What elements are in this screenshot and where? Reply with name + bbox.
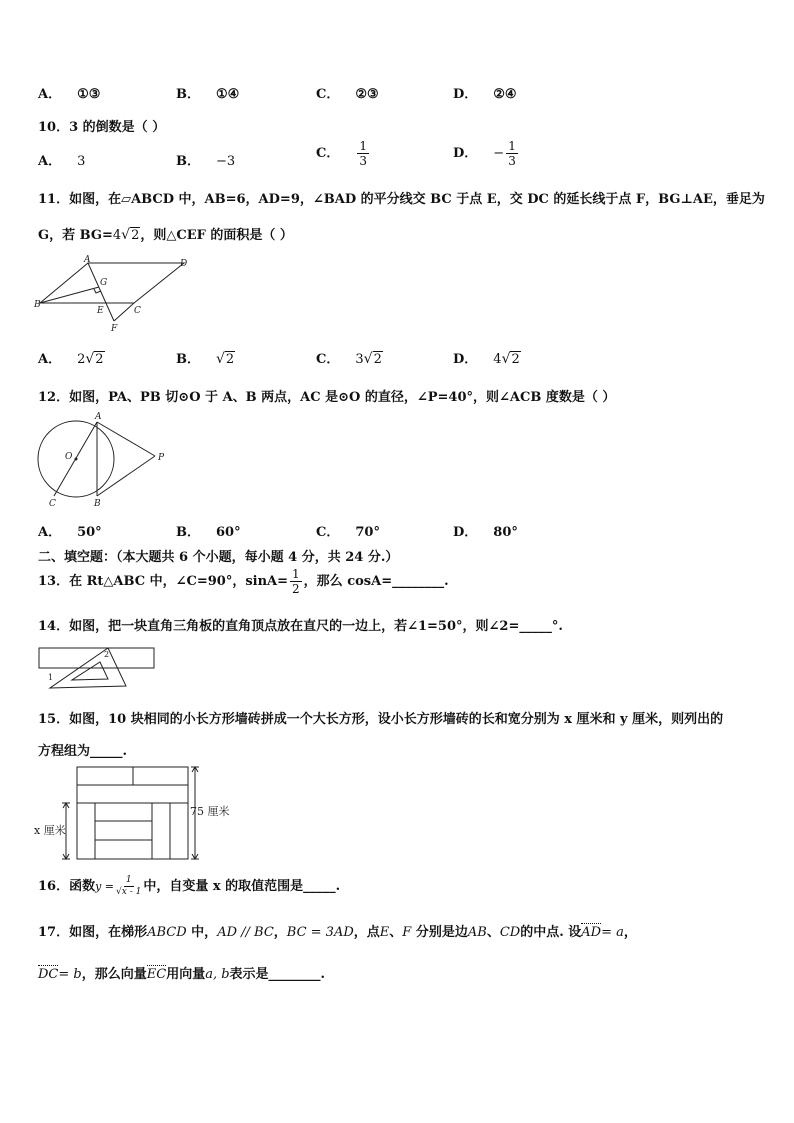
q12-stem: 12．如图，PA、PB 切⊙O 于 A、B 两点，AC 是⊙O 的直径，∠P=40°，则∠ACB 度数是（ ） <box>38 390 616 405</box>
label-G: G <box>100 278 108 288</box>
fraction: $\frac{1}{2}$ <box>292 567 300 596</box>
label-B: B <box>94 499 101 509</box>
q10-option-d: D． − $\frac{1}{3}$ <box>453 139 516 168</box>
q10-option-b: B． −3 <box>176 154 236 169</box>
label-E: E <box>97 306 104 316</box>
q16-stem: 16．函数y = $\frac{1}{√x - 1}$ 中，自变量 x 的取值范围是_____. <box>38 875 341 897</box>
brick-figure <box>34 762 249 862</box>
angle-2-label: 2 <box>104 650 110 659</box>
label-F: F <box>111 324 118 334</box>
label-D: D <box>180 259 188 269</box>
q14-stem: 14．如图，把一块直角三角板的直角顶点放在直尺的一边上，若∠1=50°，则∠2=_____°. <box>38 619 563 634</box>
q11-option-c: C． 3√2 <box>316 351 382 367</box>
q9-option-c: C． ②③ <box>316 87 379 102</box>
q15-stem-line2: 方程组为_____. <box>38 744 128 759</box>
q10-option-a: A． 3 <box>38 154 86 169</box>
label-C: C <box>49 499 56 509</box>
q10-stem: 10．3 的倒数是（ ） <box>38 120 166 135</box>
q11-stem-line2: G，若 BG=4√2，则△CEF 的面积是（ ） <box>38 227 293 243</box>
q11-option-d: D． 4√2 <box>453 351 520 367</box>
fraction: $\frac{1}{√x - 1}$ <box>116 875 142 897</box>
label-A: A <box>95 412 102 422</box>
label-P: P <box>158 453 165 463</box>
ruler-triangle-figure <box>38 646 158 692</box>
label-O: O <box>65 452 73 462</box>
q11-stem-line1: 11．如图，在▱ABCD 中，AB=6，AD=9，∠BAD 的平分线交 BC 于点 E，交 DC 的延长线于点 F，BG⊥AE，垂足为 <box>38 192 765 207</box>
q17-stem-line2: DC= b，那么向量EC用向量a, b表示是________. <box>38 967 326 982</box>
label-A: A <box>84 255 91 265</box>
label-B: B <box>34 300 41 310</box>
q12-option-b: B． 60° <box>176 525 241 540</box>
q9-option-a: A． ①③ <box>38 87 101 102</box>
q13-stem: 13．在 Rt△ABC 中，∠C=90°，sinA= $\frac{1}{2}$ ，那么 cosA=________. <box>38 567 449 596</box>
q12-option-d: D． 80° <box>453 525 518 540</box>
q12-option-a: A． 50° <box>38 525 102 540</box>
label-75cm: 75 厘米 <box>190 805 230 818</box>
q10-option-c: C． $\frac{1}{3}$ <box>316 139 367 168</box>
q11-option-a: A． 2√2 <box>38 351 104 367</box>
fraction: $\frac{1}{3}$ <box>508 139 516 168</box>
q12-option-c: C． 70° <box>316 525 380 540</box>
q15-stem-line1: 15．如图，10 块相同的小长方形墙砖拼成一个大长方形，设小长方形墙砖的长和宽分别为 x 厘米和 y 厘米，则列出的 <box>38 712 724 727</box>
label-C: C <box>134 306 141 316</box>
parallelogram-figure <box>34 255 194 335</box>
section-heading: 二、填空题：（本大题共 6 个小题，每小题 4 分，共 24 分.） <box>38 550 399 565</box>
angle-1-label: 1 <box>48 673 54 682</box>
q11-option-b: B． √2 <box>176 351 235 367</box>
fraction: $\frac{1}{3}$ <box>359 139 367 168</box>
circle-tangent-figure <box>34 410 174 510</box>
q9-option-b: B． ①④ <box>176 87 240 102</box>
label-x-cm: x 厘米 <box>34 824 66 837</box>
q9-option-d: D． ②④ <box>453 87 517 102</box>
q17-stem-line1: 17．如图，在梯形ABCD 中，AD // BC，BC = 3AD，点E、F 分别是边AB、CD的中点. 设AD= a， <box>38 925 637 940</box>
